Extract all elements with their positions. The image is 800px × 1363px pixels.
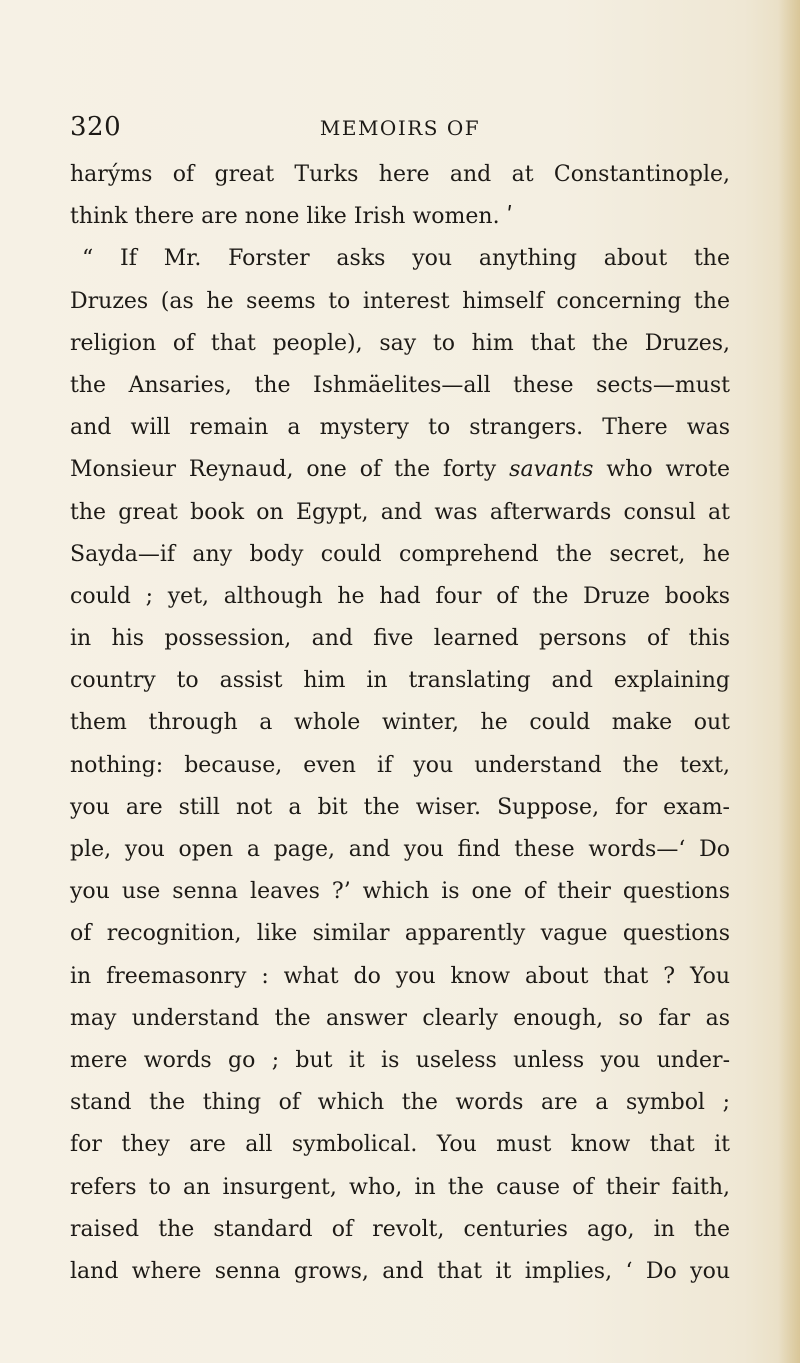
text-line: for they are all symbolical. You must know that it bbox=[70, 1132, 730, 1158]
text-line: “ If Mr. Forster asks you anything about the bbox=[82, 246, 730, 272]
italic-word: savants bbox=[509, 457, 594, 483]
text-line: raised the standard of revolt, centuries ago, in the bbox=[70, 1216, 730, 1242]
text-line: nothing: because, even if you understand the text, bbox=[70, 752, 730, 778]
text-line: religion of that people), say to him that the Druzes, bbox=[70, 330, 730, 356]
text-line-with-italic bbox=[70, 449, 730, 491]
text-line: refers to an insurgent, who, in the cause of their faith, bbox=[70, 1174, 730, 1200]
text-line: may understand the answer clearly enough, so far as bbox=[70, 1005, 730, 1031]
page-header bbox=[70, 112, 730, 152]
page-edge-shadow bbox=[778, 0, 800, 1363]
text-line: the Ansaries, the Ishmäelites—all these sects—must bbox=[70, 372, 730, 398]
text-line: land where senna grows, and that it implies, ‘ Do you bbox=[70, 1258, 730, 1284]
text-line: them through a whole winter, he could make out bbox=[70, 710, 730, 736]
text-line: you are still not a bit the wiser. Suppose, for exam- bbox=[70, 794, 730, 820]
text-line: stand the thing of which the words are a symbol ; bbox=[70, 1090, 730, 1116]
text-line: harýms of great Turks here and at Constantinople, bbox=[70, 162, 730, 187]
body-text bbox=[70, 154, 730, 1293]
text-line: think there are none like Irish women. ʹ bbox=[70, 204, 513, 230]
text-line: could ; yet, although he had four of the Druze books bbox=[70, 583, 730, 609]
text-line: of recognition, like similar apparently vague questions bbox=[70, 921, 730, 947]
running-head: MEMOIRS OF bbox=[319, 116, 481, 140]
text-line: Druzes (as he seems to interest himself concerning the bbox=[70, 288, 730, 314]
text-line: and will remain a mystery to strangers. There was bbox=[70, 415, 730, 441]
text-segment: who wrote bbox=[593, 457, 731, 483]
text-line: the great book on Egypt, and was afterwards consul at bbox=[70, 499, 730, 525]
text-line: Sayda—if any body could comprehend the secret, he bbox=[70, 541, 730, 567]
page-number: 320 bbox=[70, 112, 122, 142]
text-line: you use senna leaves ?’ which is one of their questions bbox=[70, 879, 730, 905]
text-segment: Monsieur Reynaud, one of the forty bbox=[70, 457, 510, 483]
text-line: mere words go ; but it is useless unless you under- bbox=[70, 1047, 730, 1073]
text-line: in his possession, and five learned persons of this bbox=[70, 626, 730, 652]
text-line: ple, you open a page, and you find these words—‘ Do bbox=[70, 837, 730, 862]
text-line: country to assist him in translating and explaining bbox=[70, 668, 730, 694]
text-line: in freemasonry : what do you know about that ? You bbox=[70, 963, 730, 989]
